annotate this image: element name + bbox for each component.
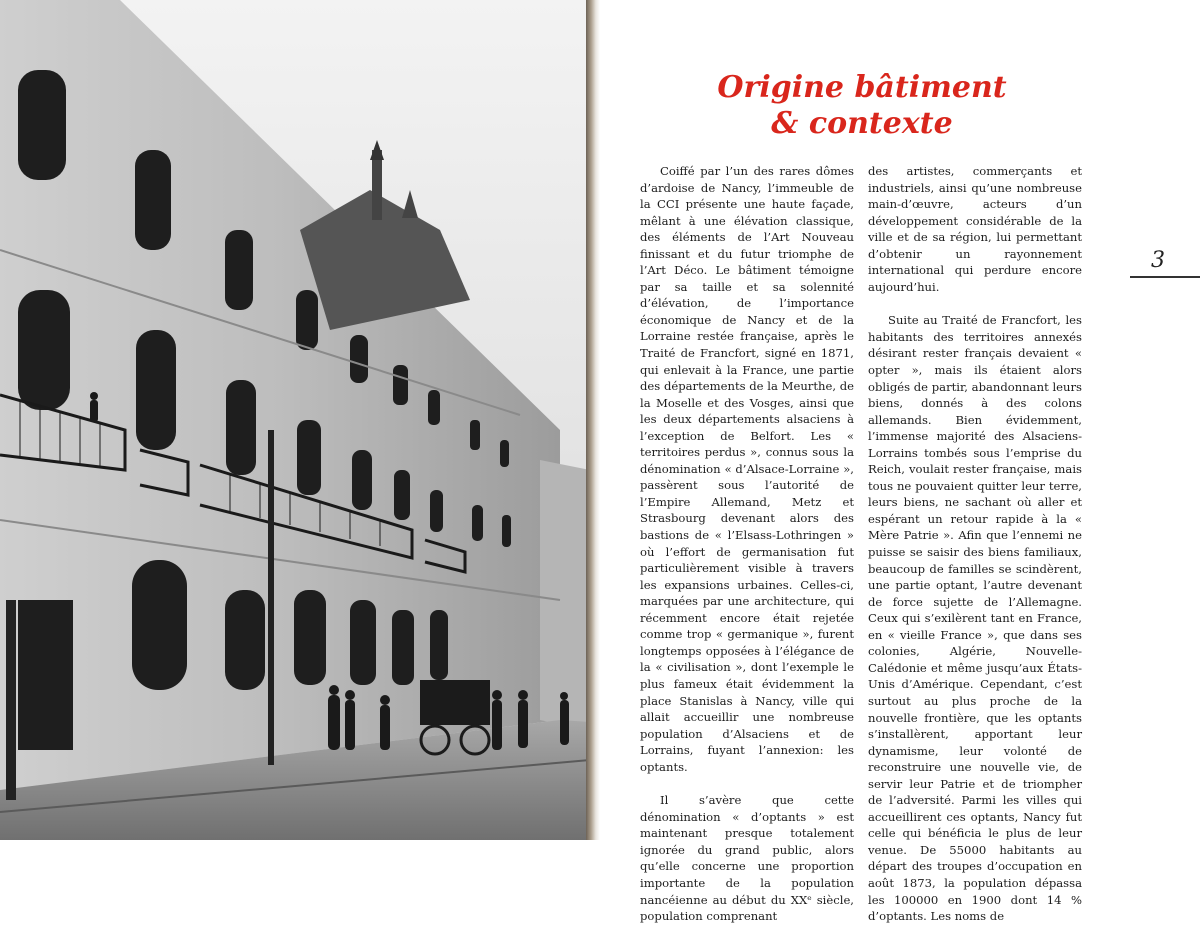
historic-building-photograph [0, 0, 590, 840]
paragraph: Suite au Traité de Francfort, les habitants des territoires annexés désirant rester français devaient « opter », mais ils étaient alors obligés de partir, abandonnant leurs biens, donnés à des colons allemands. Bien évidemment, l’immense majorité des Alsaciens-Lorrains tombés sous l’emprise du Reich, voulait rester française, mais tous ne pouvaient quitter leur terre, leurs biens, ne sachant où aller et espérant un retour rapide à la « Mère Patrie ». Afin que l’ennemi ne puisse se saisir des biens familiaux, beaucoup de familles se scindèrent, une partie optant, l’autre devenant de force sujette de l’Allemagne. Ceux qui s’exilèrent tant en France, en « vieille France », que dans ses colonies, Algérie, Nouvelle-Calédonie et même jusqu’aux États-Unis d’Amérique. Cependant, c’est surtout au plus proche de la nouvelle frontière, que les optants s’installèrent, apportant leur dynamisme, leur volonté de reconstruire une nouvelle vie, de servir leur Patrie et de triompher de l’adversité. Parmi les villes qui accueillirent ces optants, Nancy fut celle qui bénéficia le plus de leur venue. De 55000 habitants au départ des troupes d’occupation en août 1873, la population dépassa les 100000 en 1900 dont 14 % d’optants. Les noms de [868, 313, 1082, 924]
paragraph: Il s’avère que cette dénomination « d’optants » est maintenant presque totalement ignorée du grand public, alors qu’elle concerne une proportion importante de la population nancéienne au début du XXᵉ siècle, population comprenant [640, 793, 854, 924]
page-number-rule [1130, 276, 1200, 278]
text-page [600, 0, 1200, 924]
text-column-right [868, 163, 1082, 925]
title-line-2: & contexte [771, 106, 953, 141]
article-title [712, 70, 1012, 142]
book-gutter [586, 0, 600, 840]
text-column-left [640, 163, 854, 925]
building-photo-illustration [0, 0, 590, 840]
paragraph: Coiffé par l’un des rares dômes d’ardoise de Nancy, l’immeuble de la CCI présente une haute façade, mêlant à une élévation classique, des éléments de l’Art Nouveau finissant et du futur triomphe de l’Art Déco. Le bâtiment témoigne par sa taille et sa solennité d’élévation, de l’importance économique de Nancy et de la Lorraine restée française, après le Traité de Francfort, signé en 1871, qui enlevait à la France, une partie des départements de la Meurthe, de la Moselle et des Vosges, ainsi que les deux départements alsaciens à l’exception de Belfort. Les « territoires perdus », connus sous la dénomination « d’Alsace-Lorraine », passèrent sous l’autorité de l’Empire Allemand, Metz et Strasbourg devenant alors des bastions de « l’Elsass-Lothringen » où l’effort de germanisation fut particulièrement visible à travers les expansions urbaines. Celles-ci, marquées par une architecture, qui récemment encore était rejetée comme trop « germanique », furent longtemps opposées à l’élégance de la « civilisation », dont l’exemple le plus fameux était évidemment la place Stanislas à Nancy, ville qui allait accueillir une nombreuse population d’Alsaciens et de Lorrains, fuyant l’annexion: les optants. [640, 164, 854, 774]
title-line-1: Origine bâtiment [717, 70, 1007, 105]
page-number: 3 [1151, 248, 1165, 273]
paragraph: des artistes, commerçants et industriels, ainsi qu’une nombreuse main-d’œuvre, acteurs d’un développement considérable de la ville et de sa région, lui permettant d’obtenir un rayonnement international qui perdure encore aujourd’hui. [868, 164, 1082, 294]
